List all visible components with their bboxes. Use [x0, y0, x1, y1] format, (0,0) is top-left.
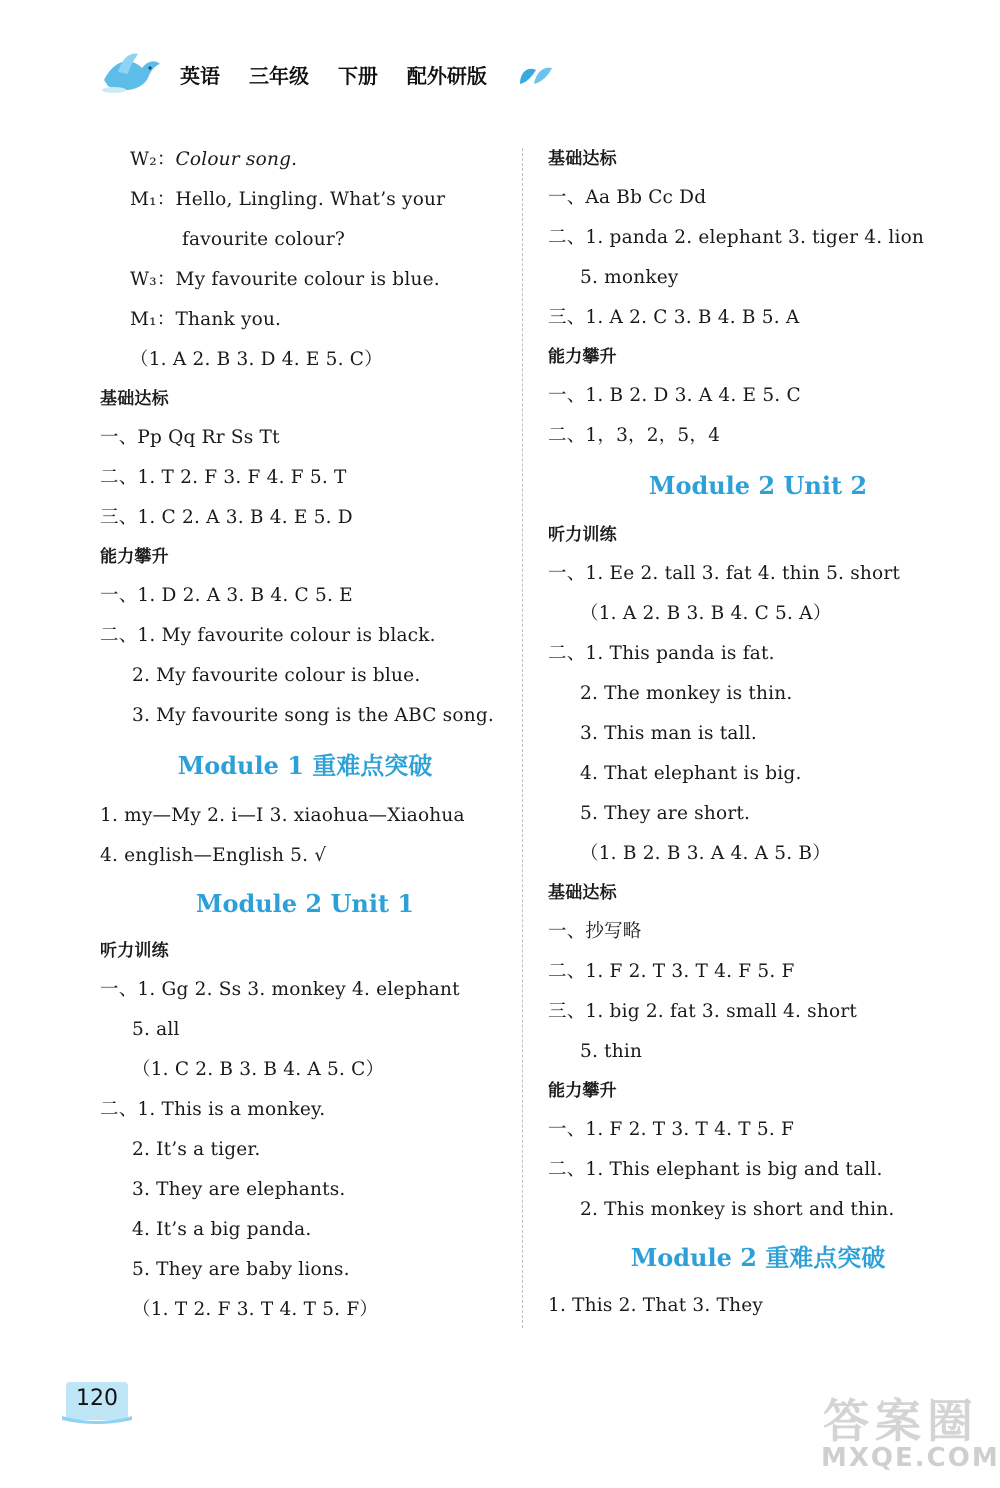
speaker: M₁：	[130, 189, 176, 210]
section-label: 基础达标	[100, 389, 169, 409]
answer-line: 2. My favourite colour is blue.	[132, 665, 421, 686]
watermark	[815, 1385, 1000, 1480]
answer-line: 一、1. Gg 2. Ss 3. monkey 4. elephant	[100, 979, 460, 1000]
answer-line: 二、1. This elephant is big and tall.	[548, 1159, 883, 1180]
speaker: W₃：	[130, 269, 176, 290]
dialog-line	[100, 260, 510, 300]
answer-line: 三、1. big 2. fat 3. small 4. short	[548, 1001, 858, 1022]
answer-line: 4. english—English 5. √	[100, 845, 327, 866]
page-number-badge	[60, 1380, 132, 1426]
bird-icon	[100, 50, 162, 96]
answer-line: （1. A 2. B 3. B 4. C 5. A）	[580, 603, 832, 624]
answer-line: 二、1. My favourite colour is black.	[100, 625, 436, 646]
answer-line: 5. monkey	[580, 267, 679, 288]
dialog-text: My favourite colour is blue.	[175, 269, 440, 290]
section-label: 基础达标	[548, 149, 617, 169]
dialog-text: Thank you.	[175, 309, 282, 330]
module-heading: Module 2 Unit 1	[195, 889, 415, 918]
answer-line: 一、1. F 2. T 3. T 4. T 5. F	[548, 1119, 795, 1140]
answer-line: 3. They are elephants.	[132, 1179, 346, 1200]
answer-line: 二、1. F 2. T 3. T 4. F 5. F	[548, 961, 795, 982]
dialog-line	[100, 220, 510, 260]
answer-line: 3. This man is tall.	[580, 723, 757, 744]
section-label: 能力攀升	[548, 347, 617, 367]
column-divider	[522, 148, 523, 1328]
answer-line: 三、1. A 2. C 3. B 4. B 5. A	[548, 307, 800, 328]
answer-line: （1. C 2. B 3. B 4. A 5. C）	[132, 1059, 385, 1080]
dialog-line	[100, 140, 510, 180]
dialog-line	[100, 300, 510, 340]
answer-line: 二、1，3，2，5，4	[548, 425, 721, 446]
watermark-logo: 答案圈	[823, 1394, 979, 1448]
answer-line: 一、Aa Bb Cc Dd	[548, 187, 707, 208]
header-subject: 英语	[180, 64, 220, 88]
answer-line: 5. thin	[580, 1041, 643, 1062]
header-volume: 下册	[337, 64, 378, 88]
left-column	[100, 140, 510, 1330]
answer-line: （1. T 2. F 3. T 4. T 5. F）	[132, 1299, 379, 1320]
module-heading: Module 2 重难点突破	[630, 1243, 886, 1272]
section-label: 能力攀升	[548, 1081, 617, 1101]
answer-line: 二、1. T 2. F 3. F 4. F 5. T	[100, 467, 347, 488]
answer-line: 5. They are short.	[580, 803, 751, 824]
answer-line: 4. It’s a big panda.	[132, 1219, 312, 1240]
answer-line: （1. B 2. B 3. A 4. A 5. B）	[580, 843, 831, 864]
page-number: 120	[76, 1386, 118, 1411]
header-edition: 配外研版	[406, 64, 487, 88]
answer-line: 1. This 2. That 3. They	[548, 1295, 763, 1316]
right-column	[548, 140, 968, 1326]
dialog-text: Hello, Lingling. What’s your	[175, 189, 446, 210]
section-label: 能力攀升	[100, 547, 169, 567]
answer-line: 二、1. This is a monkey.	[100, 1099, 326, 1120]
answer-line: 二、1. This panda is fat.	[548, 643, 775, 664]
dialog-text: favourite colour?	[182, 229, 346, 250]
section-label: 听力训练	[548, 525, 617, 545]
answer-line: 3. My favourite song is the ABC song.	[132, 705, 494, 726]
dialog-text: Colour song.	[175, 149, 298, 170]
answer-line: 2. It’s a tiger.	[132, 1139, 261, 1160]
header-title	[180, 60, 509, 89]
header-grade: 三年级	[248, 64, 309, 88]
answer-line: 5. They are baby lions.	[132, 1259, 350, 1280]
answer-line: 一、1. B 2. D 3. A 4. E 5. C	[548, 385, 801, 406]
watermark-url: MXQE.COM	[821, 1443, 1000, 1473]
section-label: 基础达标	[548, 883, 617, 903]
speaker: W₂：	[130, 149, 176, 170]
answer-line: 三、1. C 2. A 3. B 4. E 5. D	[100, 507, 353, 528]
page-header	[100, 50, 600, 100]
module-heading: Module 2 Unit 2	[648, 471, 868, 500]
leaf-icon	[518, 64, 554, 86]
answer-line: （1. A 2. B 3. D 4. E 5. C）	[130, 349, 383, 370]
answer-line: 一、1. Ee 2. tall 3. fat 4. thin 5. short	[548, 563, 901, 584]
module-heading: Module 1 重难点突破	[177, 751, 433, 780]
answer-line: 一、1. D 2. A 3. B 4. C 5. E	[100, 585, 353, 606]
answer-line: 2. This monkey is short and thin.	[580, 1199, 895, 1220]
answer-line: 一、Pp Qq Rr Ss Tt	[100, 427, 280, 448]
dialog-line	[100, 180, 510, 220]
book-base-icon	[60, 1414, 134, 1426]
answer-line: 一、抄写略	[548, 921, 642, 942]
answer-line: 2. The monkey is thin.	[580, 683, 793, 704]
answer-line: 5. all	[132, 1019, 180, 1040]
section-label: 听力训练	[100, 941, 169, 961]
speaker: M₁：	[130, 309, 176, 330]
answer-line: 4. That elephant is big.	[580, 763, 802, 784]
answer-line: 二、1. panda 2. elephant 3. tiger 4. lion	[548, 227, 925, 248]
answer-line: 1. my—My 2. i—I 3. xiaohua—Xiaohua	[100, 805, 465, 826]
